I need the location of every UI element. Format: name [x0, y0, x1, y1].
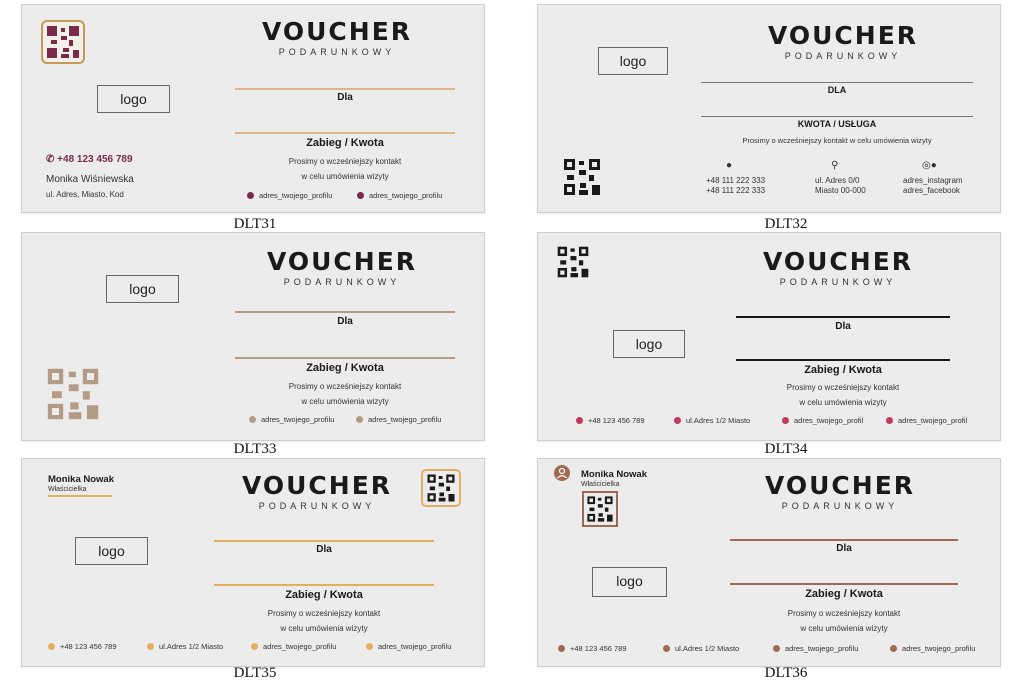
- phone-row[interactable]: [46, 154, 133, 165]
- service-amount-label: Zabieg / Kwota: [804, 364, 882, 376]
- divider: [235, 357, 455, 359]
- phone-number: +48 123 456 789: [57, 154, 133, 165]
- facebook-link[interactable]: [251, 642, 336, 651]
- phone-number[interactable]: +48 111 222 333: [706, 186, 766, 195]
- divider: [214, 540, 434, 542]
- qr-code-icon: [45, 366, 101, 422]
- card-caption: DLT35: [233, 665, 277, 681]
- facebook-link[interactable]: [249, 415, 334, 424]
- voucher-subtitle: PODARUNKOWY: [781, 501, 899, 511]
- qr-code-icon: [582, 491, 618, 527]
- facebook-link[interactable]: [782, 416, 863, 425]
- phone-row[interactable]: [48, 642, 117, 651]
- phone-row[interactable]: [576, 416, 645, 425]
- message-line: Prosimy o wcześniejszy kontakt: [267, 609, 381, 618]
- instagram-icon: [890, 645, 897, 652]
- contact-message: [730, 606, 958, 636]
- owner-role: Właścicielka: [48, 486, 87, 493]
- voucher-subtitle: PODARUNKOWY: [283, 277, 401, 287]
- phone-number: +48 123 456 789: [60, 642, 117, 651]
- voucher-card-dlt36[interactable]: [537, 458, 1001, 667]
- card-caption: DLT34: [764, 441, 808, 457]
- voucher-title: VOUCHER: [762, 247, 914, 276]
- phone-icon: [48, 643, 55, 650]
- contact-message: [235, 154, 455, 184]
- profile-address: adres_twojego_profilu: [259, 191, 333, 200]
- address-row: [663, 644, 739, 653]
- instagram-icon: [366, 643, 373, 650]
- instagram-icon: [356, 416, 363, 423]
- card-caption: DLT31: [233, 216, 277, 232]
- profile-address: adres_twojego_profilu: [368, 415, 442, 424]
- phone-row[interactable]: [558, 644, 627, 653]
- card-caption: DLT32: [764, 216, 808, 232]
- voucher-card-dlt31[interactable]: [21, 4, 485, 213]
- voucher-title: VOUCHER: [241, 471, 393, 500]
- facebook-icon: [773, 645, 780, 652]
- card-caption: DLT33: [233, 441, 277, 457]
- message-line: w celu umówienia wizyty: [800, 624, 888, 633]
- facebook-link[interactable]: [247, 191, 332, 200]
- profile-address: adres_twojego_profilu: [263, 642, 337, 651]
- qr-code-icon: [562, 157, 602, 197]
- recipient-label: Dla: [836, 543, 852, 554]
- phone-number[interactable]: +48 111 222 333: [706, 176, 766, 185]
- divider: [701, 116, 973, 117]
- contact-message: [214, 606, 434, 636]
- instagram-link[interactable]: [366, 642, 451, 651]
- facebook-icon: [251, 643, 258, 650]
- logo-placeholder: logo: [97, 85, 170, 113]
- voucher-title: VOUCHER: [266, 247, 418, 276]
- address-row: [674, 416, 750, 425]
- divider: [214, 584, 434, 586]
- address-text: ul.Adres 1/2 Miasto: [159, 642, 224, 651]
- location-icon: [147, 643, 154, 650]
- service-amount-label: Zabieg / Kwota: [306, 137, 384, 149]
- service-amount-label: KWOTA / USŁUGA: [797, 119, 877, 129]
- divider: [701, 82, 973, 83]
- instagram-link[interactable]: [890, 644, 975, 653]
- divider: [736, 359, 950, 361]
- voucher-card-dlt35[interactable]: [21, 458, 485, 667]
- voucher-title: VOUCHER: [764, 471, 916, 500]
- avatar: [554, 465, 570, 481]
- owner-name: Monika Nowak: [581, 469, 647, 480]
- divider: [235, 311, 455, 313]
- contact-message: [235, 379, 455, 409]
- contact-message: [736, 380, 950, 410]
- instagram-link[interactable]: [886, 416, 967, 425]
- service-amount-label: Zabieg / Kwota: [306, 362, 384, 374]
- instagram-link[interactable]: [356, 415, 441, 424]
- logo-placeholder: logo: [75, 537, 148, 565]
- location-icon: ⚲: [831, 160, 839, 171]
- card-caption: DLT36: [764, 665, 808, 681]
- facebook-icon: [782, 417, 789, 424]
- phone-icon: [576, 417, 583, 424]
- profile-address: adres_twojego_profilu: [902, 644, 976, 653]
- profile-address: adres_twojego_profilu: [261, 415, 335, 424]
- location-icon: [663, 645, 670, 652]
- recipient-label: Dla: [835, 321, 851, 332]
- address-text: ul.Adres 1/2 Miasto: [675, 644, 740, 653]
- contact-message: Prosimy o wcześniejszy kontakt w celu umówienia wizyty: [742, 136, 932, 145]
- recipient-label: DLA: [827, 85, 847, 95]
- service-amount-label: Zabieg / Kwota: [285, 589, 363, 601]
- phone-icon: ✆: [46, 154, 55, 165]
- recipient-label: Dla: [337, 316, 353, 327]
- qr-code-icon: [41, 20, 85, 64]
- address-text: ul.Adres 1/2 Miasto: [686, 416, 751, 425]
- message-line: Prosimy o wcześniejszy kontakt: [787, 609, 901, 618]
- voucher-subtitle: PODARUNKOWY: [784, 51, 902, 61]
- message-line: Prosimy o wcześniejszy kontakt: [288, 382, 402, 391]
- divider: [235, 88, 455, 90]
- facebook-link[interactable]: [773, 644, 858, 653]
- location-icon: [674, 417, 681, 424]
- owner-address: ul. Adres, Miasto, Kod: [46, 190, 124, 199]
- divider: [235, 132, 455, 134]
- voucher-card-dlt32[interactable]: [537, 4, 1001, 213]
- qr-code-icon: [556, 245, 590, 279]
- message-line: w celu umówienia wizyty: [280, 624, 368, 633]
- message-line: w celu umówienia wizyty: [799, 398, 887, 407]
- instagram-icon: [357, 192, 364, 199]
- facebook-icon: [249, 416, 256, 423]
- divider: [730, 539, 958, 541]
- owner-name: Monika Wiśniewska: [46, 174, 134, 185]
- recipient-label: Dla: [337, 92, 353, 103]
- facebook-link[interactable]: adres_facebook: [903, 186, 960, 195]
- qr-code-icon: [421, 469, 461, 507]
- recipient-label: Dla: [316, 544, 332, 555]
- phone-icon: ●: [726, 160, 733, 171]
- profile-address: adres_twojego_profilu: [369, 191, 443, 200]
- address-line: Miasto 00-000: [815, 186, 866, 195]
- voucher-card-dlt33[interactable]: [21, 232, 485, 441]
- instagram-link[interactable]: [357, 191, 442, 200]
- service-amount-label: Zabieg / Kwota: [805, 588, 883, 600]
- logo-placeholder: logo: [592, 567, 667, 597]
- address-line: ul. Adres 0/0: [815, 176, 860, 185]
- phone-number: +48 123 456 789: [570, 644, 627, 653]
- phone-icon: [558, 645, 565, 652]
- owner-name: Monika Nowak: [48, 474, 114, 485]
- profile-address: adres_twojego_profil: [898, 416, 968, 425]
- owner-role: Właścicielka: [581, 481, 620, 488]
- divider: [736, 316, 950, 318]
- voucher-title: VOUCHER: [261, 17, 413, 46]
- voucher-subtitle: PODARUNKOWY: [258, 501, 376, 511]
- voucher-subtitle: PODARUNKOWY: [278, 47, 396, 57]
- logo-placeholder: logo: [106, 275, 179, 303]
- voucher-subtitle: PODARUNKOWY: [779, 277, 897, 287]
- facebook-icon: [247, 192, 254, 199]
- phone-number: +48 123 456 789: [588, 416, 645, 425]
- message-line: Prosimy o wcześniejszy kontakt: [786, 383, 900, 392]
- instagram-icon: ◎●: [922, 160, 937, 171]
- profile-address: adres_twojego_profilu: [785, 644, 859, 653]
- divider: [730, 583, 958, 585]
- message-line: Prosimy o wcześniejszy kontakt: [288, 157, 402, 166]
- voucher-title: VOUCHER: [767, 21, 919, 50]
- message-line: w celu umówienia wizyty: [301, 172, 389, 181]
- divider: [48, 495, 112, 497]
- profile-address: adres_twojego_profilu: [378, 642, 452, 651]
- voucher-card-dlt34[interactable]: [537, 232, 1001, 441]
- instagram-link[interactable]: adres_instagram: [903, 176, 963, 185]
- instagram-icon: [886, 417, 893, 424]
- profile-address: adres_twojego_profil: [794, 416, 864, 425]
- address-row: [147, 642, 223, 651]
- logo-placeholder: logo: [613, 330, 685, 358]
- message-line: w celu umówienia wizyty: [301, 397, 389, 406]
- logo-placeholder: logo: [598, 47, 668, 75]
